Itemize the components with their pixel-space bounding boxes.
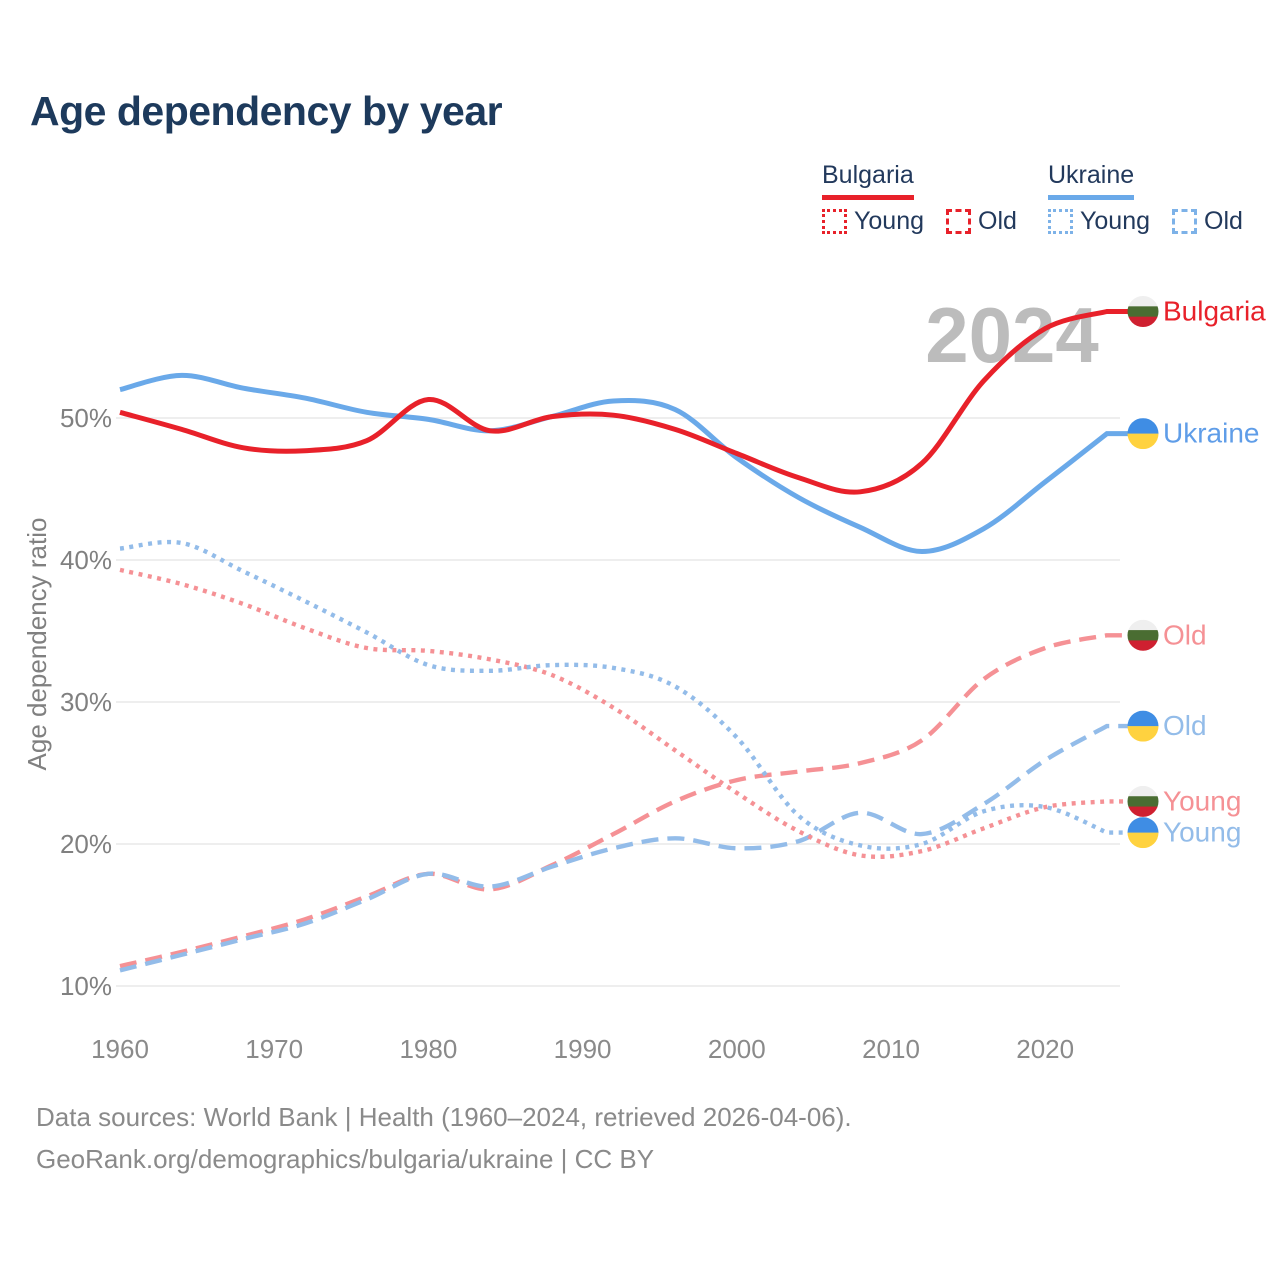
y-tick-label-30: 30% [59, 687, 112, 717]
legend-item-label: Old [1204, 207, 1243, 235]
series-end-label-bulgaria-old: Old [1163, 619, 1207, 651]
legend-item-label: Young [854, 207, 924, 235]
series-end-label-ukraine-old: Old [1163, 710, 1207, 742]
y-axis-title: Age dependency ratio [22, 517, 52, 771]
ukraine-flag-icon [1128, 711, 1159, 742]
x-tick-label-1970: 1970 [245, 1034, 304, 1064]
x-tick-label-1960: 1960 [91, 1034, 149, 1064]
x-tick-label-1990: 1990 [553, 1034, 612, 1064]
watermark: 2024 [925, 291, 1099, 379]
x-tick-label-2010: 2010 [862, 1034, 920, 1064]
y-tick-label-50: 50% [59, 403, 112, 433]
series-line-bulgaria-old [120, 635, 1128, 966]
series-end-label-ukraine-young: Young [1163, 816, 1242, 848]
legend-item-label: Old [978, 207, 1017, 235]
series-end-label-ukraine-total: Ukraine [1163, 417, 1260, 449]
series-line-ukraine-old [120, 726, 1128, 970]
bulgaria-flag-icon [1128, 786, 1159, 817]
series-line-ukraine-young [120, 542, 1128, 849]
y-tick-label-10: 10% [59, 971, 112, 1001]
legend-country-bulgaria[interactable]: Bulgaria [822, 161, 914, 200]
series-end-label-bulgaria-young: Young [1163, 785, 1242, 817]
y-tick-label-20: 20% [59, 829, 112, 859]
attribution-note: GeoRank.org/demographics/bulgaria/ukraine | CC BY [36, 1144, 655, 1174]
bulgaria-flag-icon [1128, 620, 1159, 652]
x-tick-label-2000: 2000 [707, 1034, 766, 1064]
ukraine-flag-icon [1128, 817, 1159, 848]
series-line-ukraine-total [120, 375, 1128, 551]
data-sources-note: Data sources: World Bank | Health (1960–2024, retrieved 2026-04-06). [36, 1102, 852, 1132]
series-end-label-bulgaria-total: Bulgaria [1163, 295, 1266, 327]
page-title: Age dependency by year [30, 88, 503, 134]
legend-item-label: Young [1080, 207, 1150, 235]
y-tick-label-40: 40% [59, 545, 112, 575]
ukraine-flag-icon [1128, 418, 1159, 449]
x-tick-label-2020: 2020 [1016, 1034, 1075, 1064]
x-tick-label-1980: 1980 [399, 1034, 458, 1064]
bulgaria-flag-icon [1128, 296, 1159, 328]
legend-country-ukraine[interactable]: Ukraine [1048, 161, 1134, 200]
